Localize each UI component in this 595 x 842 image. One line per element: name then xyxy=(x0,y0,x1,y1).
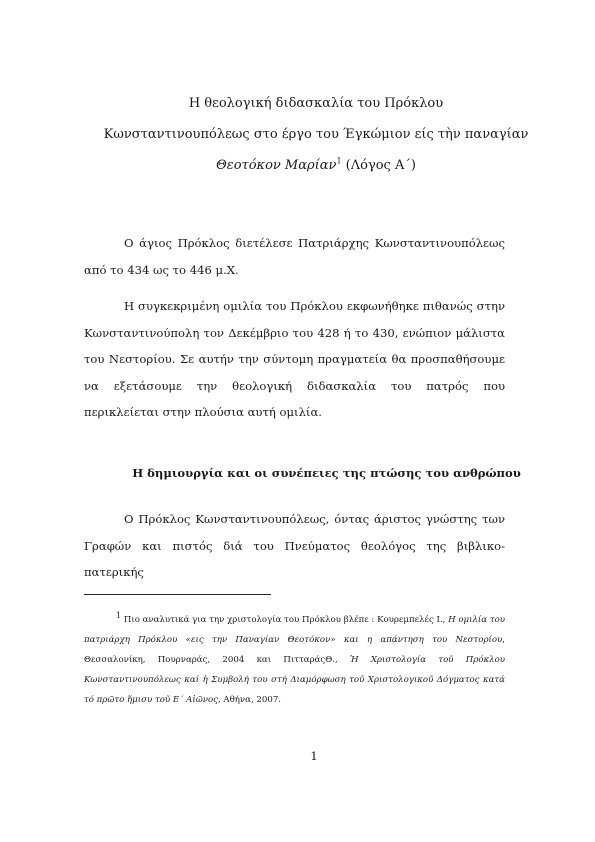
title-line-1: Η θεολογική διδασκαλία του Πρόκλου xyxy=(188,96,444,111)
footnote-text-e: , Αθήνα, 2007. xyxy=(217,695,282,705)
section-heading: Η δημιουργία και οι συνέπειες της πτώσης του ανθρώπου xyxy=(132,466,521,480)
paragraph-2-text: Η συγκεκριμένη ομιλία του Πρόκλου εκφωνήθηκε πιθανώς στην Κωνσταντινούπολη τον Δεκέμβριο του 428 ή το 430, ενώπιον μάλιστα του Νεστορίου. Σε αυτήν την σύντομη πραγματεία θα προσπαθήσουμε να εξετάσουμε την θεολογική διδασκαλία του πατρός που περικλείεται στην πλούσια αυτή ομιλία. xyxy=(84,299,505,419)
footnote-text-a: Πιο αναλυτικά για την χριστολογία του Πρόκλου βλέπε : Κουρεμπελές Ι., xyxy=(121,615,449,625)
footnote-separator xyxy=(84,594,271,595)
title-line-2: Κωνσταντινουπόλεως στο έργο του Έγκώμιον είς τὴν παναγίαν xyxy=(103,127,529,142)
title-line-3 xyxy=(78,158,554,173)
footnote-text-c: , Θεσσαλονίκη, Πουρναράς, 2004 και ΠιτταράςΘ., xyxy=(84,635,505,665)
footnote-citation-1: Η ομιλία του πατριάρχη Πρόκλου «εις την Παναγίαν Θεοτόκον» και η απάντηση του Νεστορίου xyxy=(84,615,505,645)
footnote-citation-2: Ἡ Χριστολογία τοῦ Πρόκλου Κωνσταντινουπόλεως καί ἡ Συμβολή του στή Διαμόρφωση τοῦ Χριστολογικοῦ Δόγματος κατά τό πρῶτο ἥμισυ τοῦ Ε΄ Αἰῶνος xyxy=(84,655,505,705)
paragraph-1 xyxy=(84,230,505,283)
footnote-reference[interactable]: 1 xyxy=(336,156,342,166)
title-suffix: (Λόγος Α΄) xyxy=(341,158,416,173)
paragraph-1-text: Ο άγιος Πρόκλος διετέλεσε Πατριάρχης Κωνσταντινουπόλεως από το 434 ως το 446 μ.Χ. xyxy=(84,236,505,277)
footnote xyxy=(84,610,505,710)
title-italic-part: Θεοτόκον Μαρίαν xyxy=(216,158,337,173)
footnote-mark: 1 xyxy=(116,611,122,621)
page-number: 1 xyxy=(310,749,318,763)
paragraph-3 xyxy=(84,506,505,586)
paragraph-2 xyxy=(84,293,505,426)
paragraph-3-text: Ο Πρόκλος Κωνσταντινουπόλεως, όντας άριστος γνώστης των Γραφών και πιστός διά του Πνεύματος θεολόγος της βιβλικο-πατερικής xyxy=(84,512,505,579)
